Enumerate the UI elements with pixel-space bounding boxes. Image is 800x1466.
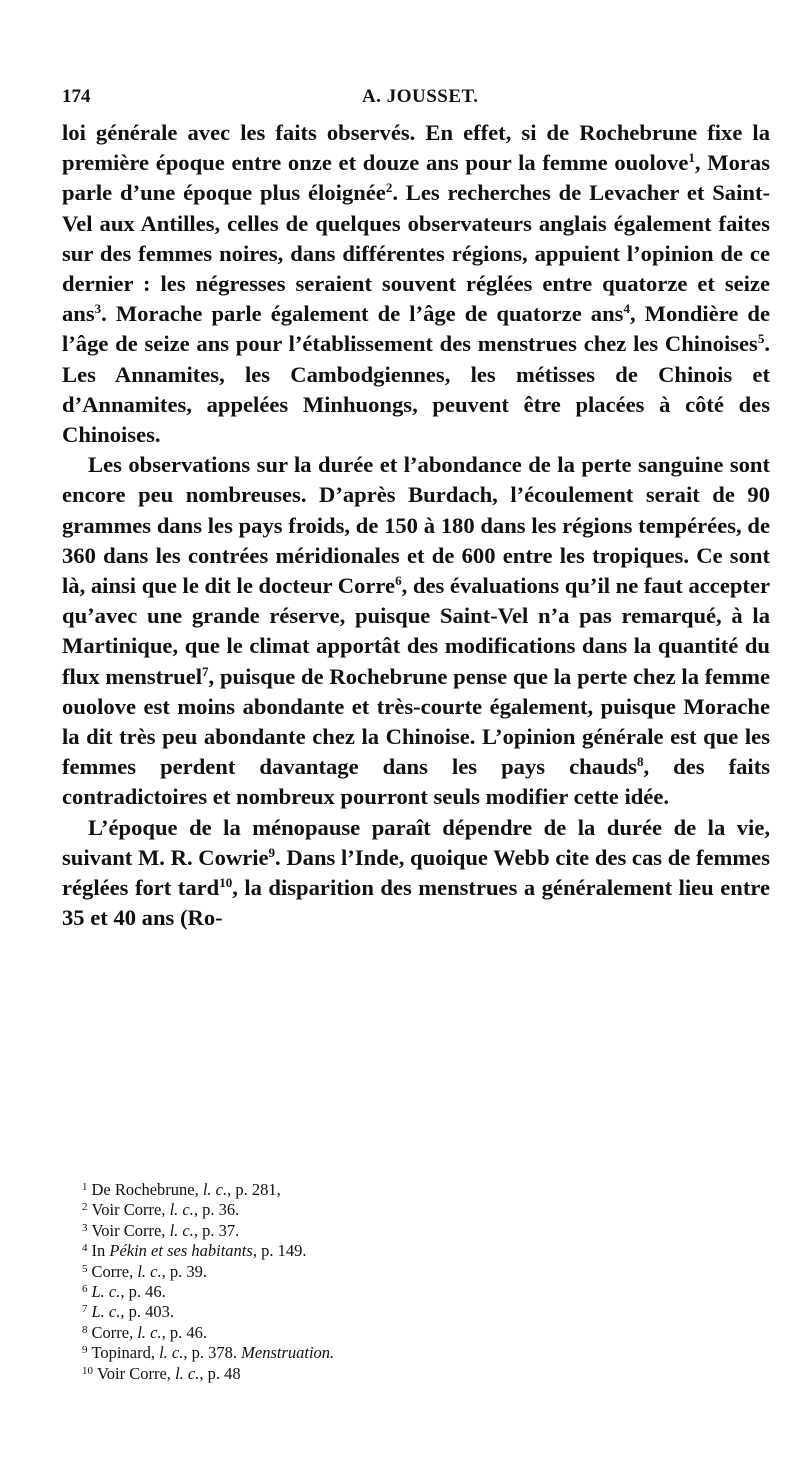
- text-run: , p. 149.: [252, 1241, 307, 1261]
- footnote-ref: 9: [268, 844, 276, 860]
- footnote: [82, 1262, 682, 1282]
- footnote-number: 10: [82, 1364, 93, 1377]
- italic-text: L. c.: [91, 1282, 121, 1302]
- text-run: , p. 39.: [161, 1261, 207, 1281]
- text-run: . Dans l’Inde, quoique Webb cite des cas de femmes réglées fort tard: [62, 844, 770, 901]
- text-run: , p. 403.: [120, 1302, 174, 1322]
- text-run: , p. 281,: [227, 1180, 281, 1199]
- footnote-text: [92, 1302, 175, 1321]
- text-run: Corre,: [91, 1322, 138, 1342]
- footnote: [82, 1221, 682, 1241]
- text-run: , p. 46.: [120, 1282, 166, 1302]
- footnote-text: [92, 1323, 208, 1342]
- footnote: [82, 1343, 682, 1363]
- footnote: [82, 1282, 682, 1302]
- text-run: Voir Corre,: [91, 1220, 170, 1240]
- paragraph: [62, 118, 770, 450]
- text-run: , p. 378.: [183, 1343, 242, 1363]
- footnote: [82, 1323, 682, 1343]
- text-run: Voir Corre,: [91, 1200, 170, 1220]
- footnote-ref: 7: [202, 663, 209, 679]
- footnote-number: 8: [82, 1323, 88, 1336]
- footnote-number: 4: [82, 1242, 88, 1255]
- text-run: Les observations sur la durée et l’abondance de la perte sanguine sont encore peu nombreuses. D’après Burdach, l’écoulement serait de 90 grammes dans les pays froids, de 150 à 180 dans les régions tempérées, de 360 dans les contrées méridionales et de 600 entre les tropiques. Ce sont là, ainsi que le dit le docteur Corre: [62, 452, 770, 599]
- text-run: , puisque de Rochebrune pense que la perte chez la femme ouolove est moins abondante et très-courte également, puisque Morache la dit très peu abondante chez la Chinoise. L’opinion générale est que les femmes perdent davantage dans les pays chauds: [62, 663, 770, 780]
- italic-text: Pékin et ses habitants: [109, 1241, 253, 1261]
- paragraph: [62, 450, 770, 812]
- text-run: , Moras parle d’une époque plus éloignée: [62, 150, 770, 206]
- text-run: , p. 36.: [193, 1200, 240, 1220]
- italic-text: l. c.: [169, 1220, 194, 1240]
- text-run: Voir Corre,: [97, 1363, 176, 1383]
- footnote-number: 6: [82, 1283, 88, 1296]
- footnote-number: 1: [82, 1181, 88, 1193]
- running-head-author: A. JOUSSET.: [362, 86, 479, 107]
- footnote: [82, 1180, 682, 1200]
- footnote-number: 7: [82, 1303, 88, 1316]
- footnote: [82, 1364, 682, 1384]
- text-run: Corre,: [91, 1261, 138, 1281]
- italic-text: Menstruation.: [241, 1343, 335, 1363]
- text-run: loi générale avec les faits observés. En effet, si de Rochebrune fixe la première époque entre onze et douze ans pour la femme ouolove: [62, 120, 770, 176]
- footnote-ref: 4: [623, 301, 630, 317]
- italic-text: l. c.: [202, 1180, 228, 1199]
- text-run: . Les recherches de Levacher et Saint-Vel aux Antilles, celles de quelques observateurs anglais également faites sur des femmes noires, dans différentes régions, appuient l’opinion de ce dernier : les négresses seraient souvent réglées entre quatorze et seize ans: [62, 180, 770, 327]
- text-run: , des évaluations qu’il ne faut accepter qu’avec une grande réserve, puisque Saint-Vel n’a pas remarqué, à la Martinique, que le climat apportât des modifications dans la quantité du flux menstruel: [62, 573, 770, 689]
- footnote-ref: 5: [757, 331, 765, 347]
- footnote-ref: 6: [395, 573, 402, 589]
- footnote-text: [92, 1241, 307, 1260]
- footnote-ref: 10: [219, 875, 233, 891]
- text-run: , des faits contradictoires et nombreux pourront seuls modifier cette idée.: [62, 754, 771, 810]
- text-run: , p. 46.: [161, 1322, 207, 1342]
- footnote-number: 5: [82, 1262, 88, 1275]
- body-text: [62, 118, 770, 933]
- footnote-number: 3: [82, 1221, 88, 1234]
- text-run: L’époque de la ménopause paraît dépendre de la durée de la vie, suivant M. R. Cowrie: [62, 814, 770, 870]
- footnote-text: [92, 1200, 240, 1219]
- footnote-ref: 3: [94, 301, 102, 317]
- page-number: 174: [62, 86, 91, 107]
- text-run: . Morache parle également de l’âge de quatorze ans: [101, 301, 624, 327]
- text-run: , la disparition des menstrues a généralement lieu entre 35 et 40 ans (Ro-: [62, 875, 770, 931]
- footnotes: [82, 1180, 682, 1384]
- footnote-ref: 1: [688, 150, 695, 166]
- text-run: . Les Annamites, les Cambodgiennes, les métisses de Chinois et d’Annamites, appelées Minhuongs, peuvent être placées à côté des Chinoises.: [62, 331, 770, 448]
- text-run: , p. 48: [199, 1363, 241, 1383]
- italic-text: l. c.: [175, 1363, 200, 1383]
- text-run: Topinard,: [91, 1343, 160, 1363]
- text-run: De Rochebrune,: [91, 1180, 203, 1199]
- footnote-text: [92, 1343, 335, 1362]
- running-head: [62, 86, 772, 110]
- footnote: [82, 1241, 682, 1261]
- italic-text: l. c.: [169, 1200, 194, 1220]
- footnote: [82, 1302, 682, 1322]
- footnote-text: [92, 1262, 208, 1281]
- footnote-text: [92, 1221, 240, 1240]
- italic-text: L. c.: [91, 1302, 121, 1322]
- footnote-ref: 2: [385, 180, 393, 196]
- footnote-number: 9: [82, 1344, 88, 1357]
- paragraph: [62, 813, 770, 934]
- italic-text: l. c.: [137, 1261, 162, 1281]
- italic-text: l. c.: [137, 1322, 162, 1342]
- text-run: In: [91, 1241, 110, 1261]
- text-run: , Mondière de l’âge de seize ans pour l’établissement des menstrues chez les Chinoises: [62, 301, 770, 357]
- italic-text: l. c.: [159, 1343, 184, 1363]
- footnote-text: [92, 1282, 166, 1301]
- footnote-ref: 8: [636, 754, 644, 770]
- footnote: [82, 1200, 682, 1220]
- footnote-text: [92, 1180, 281, 1199]
- footnote-number: 2: [82, 1201, 88, 1214]
- footnote-text: [97, 1364, 241, 1383]
- text-run: , p. 37.: [193, 1220, 240, 1240]
